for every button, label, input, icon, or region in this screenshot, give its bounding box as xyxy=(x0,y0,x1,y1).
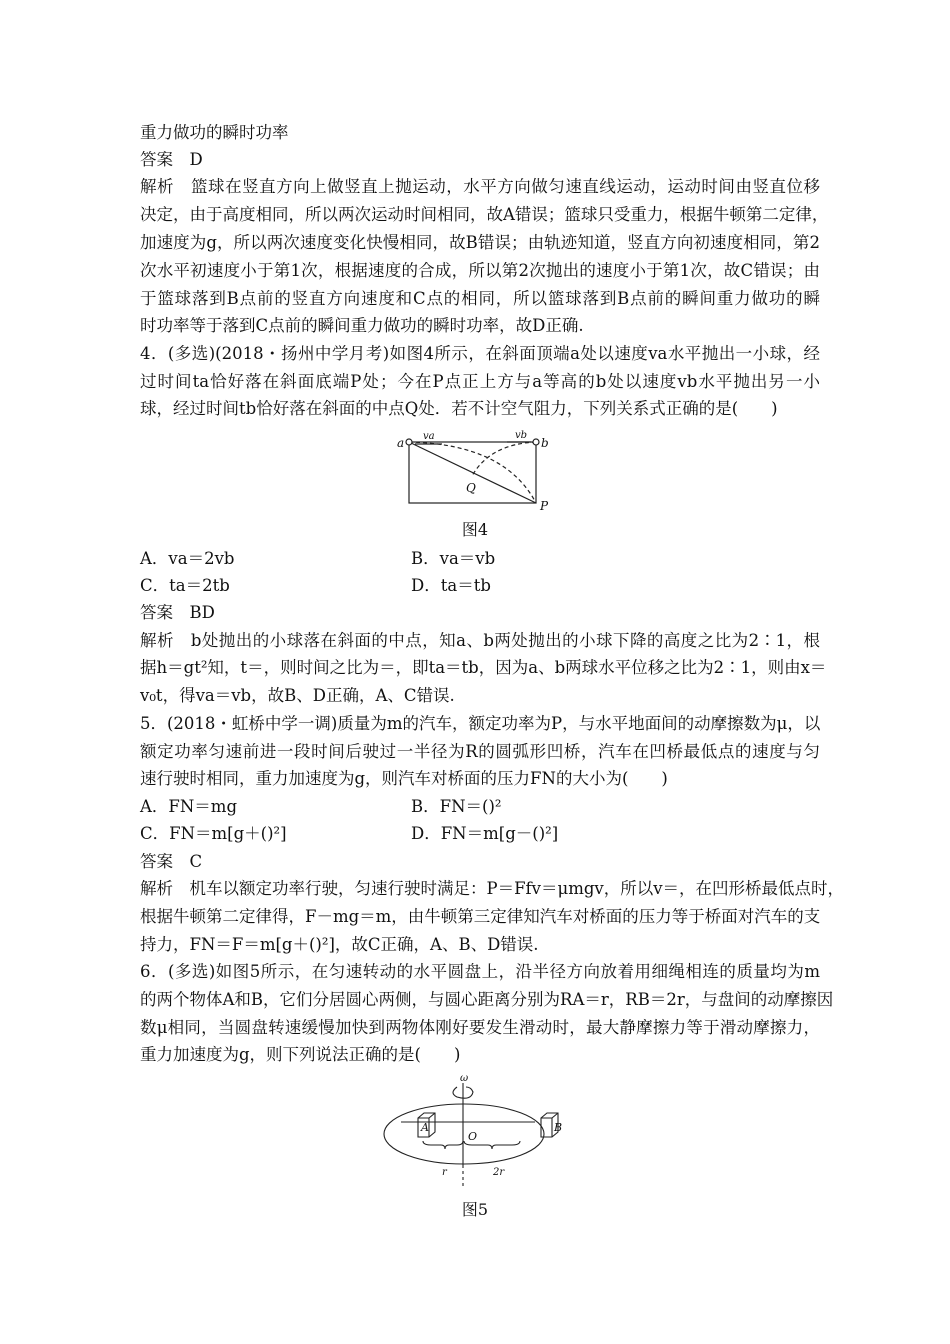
option-b: B．va＝vb xyxy=(411,549,496,568)
question-6-stem: 的两个物体A和B，它们分居圆心两侧，与圆心距离分别为RA＝r，RB＝2r，与盘间的动摩擦因 xyxy=(140,990,834,1009)
question-6-stem: 重力加速度为g，则下列说法正确的是( ) xyxy=(140,1045,461,1064)
label-Q: Q xyxy=(466,481,476,495)
question-6-stem: 6．(多选)如图5所示，在匀速转动的水平圆盘上，沿半径方向放着用细绳相连的质量均为m xyxy=(140,962,820,981)
label-r: r xyxy=(442,1167,447,1178)
option-a: A．va＝2vb xyxy=(140,549,235,568)
analysis-line: 加速度为g，所以两次速度变化快慢相同，故B错误；由轨迹知道，竖直方向初速度相同，第2 xyxy=(140,233,820,252)
analysis-line: 解析 b处抛出的小球落在斜面的中点，知a、b两处抛出的小球下降的高度之比为2∶1，根 xyxy=(140,631,820,650)
label-a: a xyxy=(397,436,405,450)
analysis-line: 根据牛顿第二定律得，F－mg＝m，由牛顿第三定律知汽车对桥面的压力等于桥面对汽车的支 xyxy=(140,907,821,926)
analysis-line: 决定，由于高度相同，所以两次运动时间相同，故A错误；篮球只受重力，根据牛顿第二定律， xyxy=(140,205,829,224)
label-omega: ω xyxy=(460,1075,469,1084)
option-a: A．FN＝mg xyxy=(140,797,238,816)
question-5-stem: 额定功率匀速前进一段时间后驶过一半径为R的圆弧形凹桥，汽车在凹桥最低点的速度与匀 xyxy=(140,742,820,761)
option-b: B．FN＝()² xyxy=(411,797,502,816)
question-5-stem: 5．(2018・虹桥中学一调)质量为m的汽车，额定功率为P，与水平地面间的动摩擦数为μ，以 xyxy=(140,714,821,733)
question-4-stem: 过时间ta恰好落在斜面底端P处；今在P点正上方与a等高的b处以速度vb水平抛出另一小 xyxy=(140,372,820,391)
option-c: C．FN＝m[g＋()²] xyxy=(140,824,287,843)
question-4-stem: 4．(多选)(2018・扬州中学月考)如图4所示，在斜面顶端a处以速度va水平抛出一小球，经 xyxy=(140,344,820,363)
option-d: D．FN＝m[g－()²] xyxy=(411,824,559,843)
analysis-line: 解析 篮球在竖直方向上做竖直上抛运动，水平方向做匀速直线运动，运动时间由竖直位移 xyxy=(140,177,820,196)
figure-5-caption: 图5 xyxy=(461,1200,489,1219)
label-vb: vb xyxy=(515,430,528,441)
figure-5-diagram xyxy=(365,1075,580,1200)
label-P: P xyxy=(540,499,549,513)
analysis-line: 于篮球落到B点前的竖直方向速度和C点的相同，所以篮球落到B点前的瞬间重力做功的瞬 xyxy=(140,289,820,308)
analysis-line: 次水平初速度小于第1次，根据速度的合成，所以第2次抛出的速度小于第1次，故C错误；由 xyxy=(140,261,820,280)
figure-4-caption: 图4 xyxy=(461,520,489,539)
question-6-stem: 数μ相同，当圆盘转速缓慢加快到两物体刚好要发生滑动时，最大静摩擦力等于滑动摩擦力， xyxy=(140,1018,820,1037)
option-d: D．ta＝tb xyxy=(411,576,491,595)
answer-line: 答案 D xyxy=(140,150,203,169)
answer-line: 答案 BD xyxy=(140,603,215,622)
figure-4-diagram xyxy=(395,430,560,515)
question-5-stem: 速行驶时相同，重力加速度为g，则汽车对桥面的压力FN的大小为( ) xyxy=(140,769,668,788)
text-line: 重力做功的瞬时功率 xyxy=(140,123,289,142)
analysis-line: 时功率等于落到C点前的瞬间重力做功的瞬时功率，故D正确. xyxy=(140,316,584,335)
analysis-line: 据h＝gt²知，t＝，则时间之比为＝，即ta＝tb，因为a、b两球水平位移之比为2∶1，则由x＝ xyxy=(140,658,827,677)
analysis-line: 解析 机车以额定功率行驶，匀速行驶时满足：P＝Ffv＝μmgv，所以v＝，在凹形桥最低点时， xyxy=(140,879,845,898)
label-O: O xyxy=(468,1130,478,1143)
option-c: C．ta＝2tb xyxy=(140,576,230,595)
label-B: B xyxy=(554,1121,563,1134)
label-A: A xyxy=(421,1121,429,1134)
label-2r: 2r xyxy=(493,1167,505,1178)
label-b: b xyxy=(541,436,549,450)
analysis-line: v₀t，得va＝vb，故B、D正确，A、C错误. xyxy=(140,686,455,705)
analysis-line: 持力，FN＝F＝m[g＋()²]，故C正确，A、B、D错误. xyxy=(140,935,539,954)
label-va: va xyxy=(423,431,435,442)
answer-line: 答案 C xyxy=(140,852,203,871)
question-4-stem: 球，经过时间tb恰好落在斜面的中点Q处．若不计空气阻力，下列关系式正确的是( ) xyxy=(140,399,778,418)
